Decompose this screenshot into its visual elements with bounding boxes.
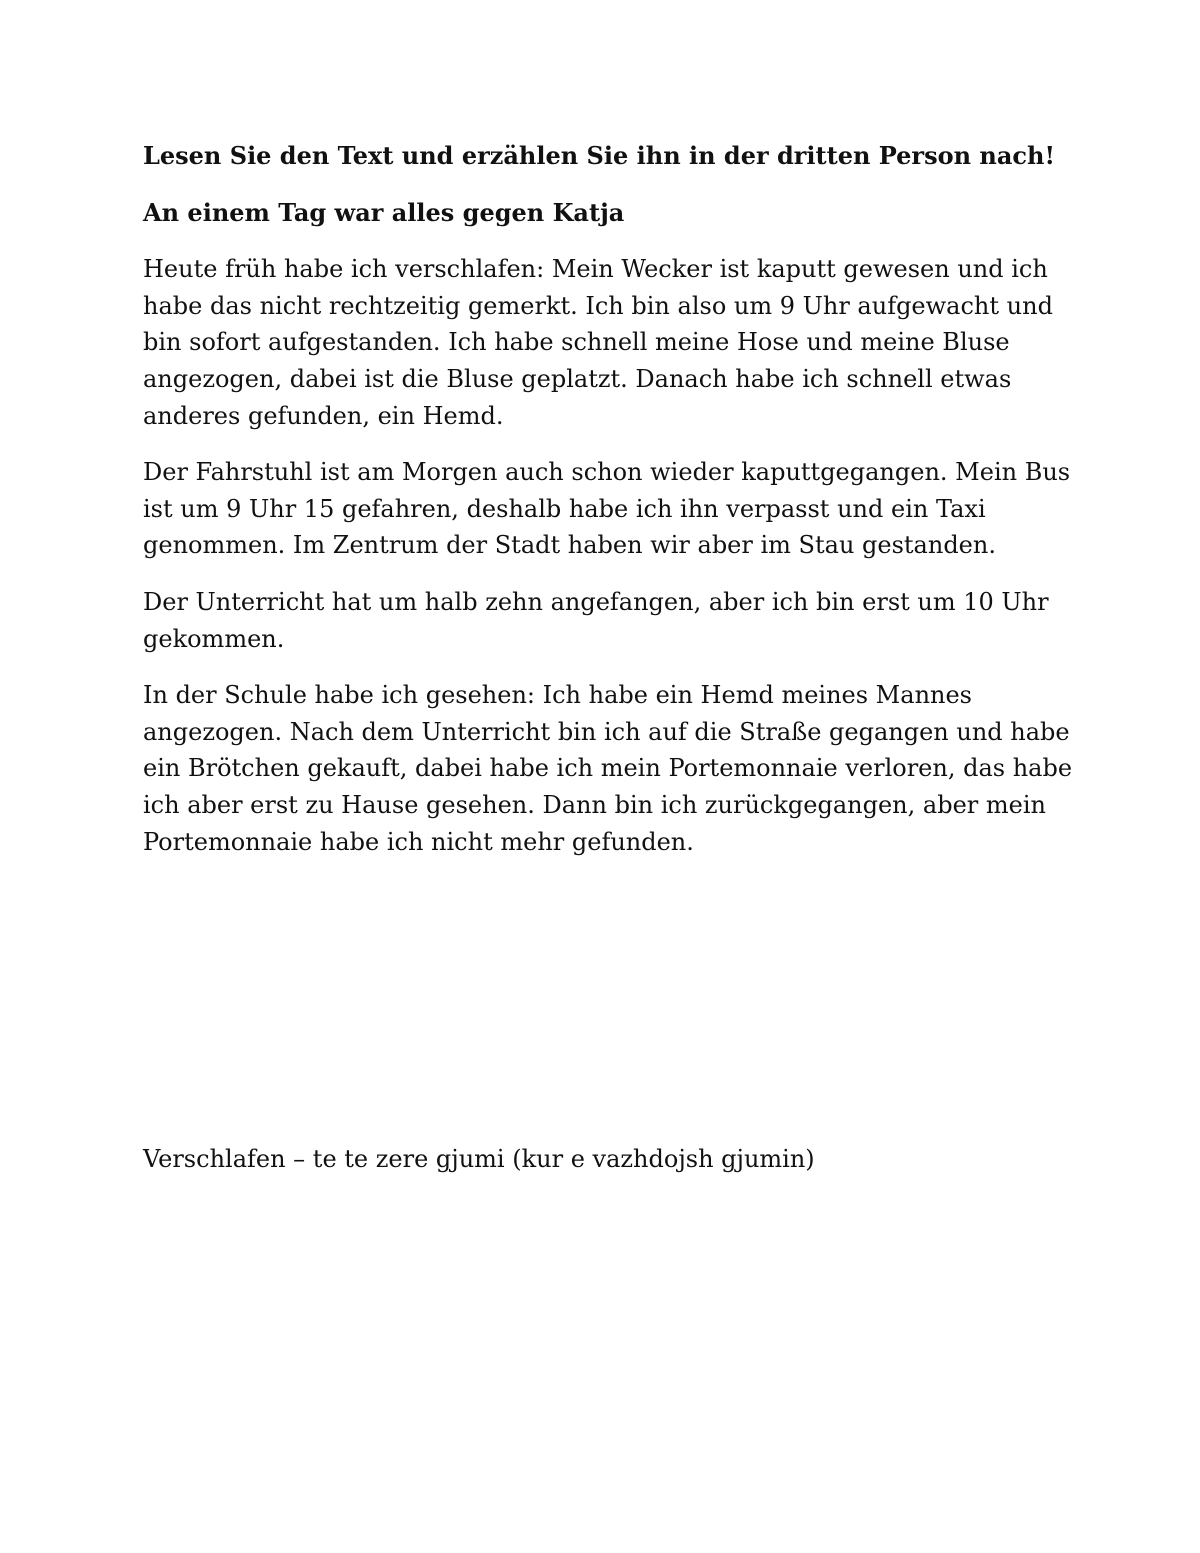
paragraph-3: Der Unterricht hat um halb zehn angefangen, aber ich bin erst um 10 Uhr gekommen. [143, 587, 1049, 653]
paragraph-2: Der Fahrstuhl ist am Morgen auch schon wieder kaputtgegangen. Mein Bus ist um 9 Uhr 15 gefahren, deshalb habe ich ihn verpasst und ein Taxi genommen. Im Zentrum der Stadt haben wir aber im Stau gestanden. [143, 458, 1071, 560]
document-body [143, 138, 1073, 860]
vocabulary-note: Verschlafen – te te zere gjumi (kur e vazhdojsh gjumin) [143, 1145, 815, 1173]
paragraph-1: Heute früh habe ich verschlafen: Mein Wecker ist kaputt gewesen und ich habe das nicht rechtzeitig gemerkt. Ich bin also um 9 Uhr aufgewacht und bin sofort aufgestanden. Ich habe schnell meine Hose und meine Bluse angezogen, dabei ist die Bluse geplatzt. Danach habe ich schnell etwas anderes gefunden, ein Hemd. [143, 255, 1053, 430]
instruction-heading: Lesen Sie den Text und erzählen Sie ihn in der dritten Person nach! [143, 141, 1055, 170]
story-title: An einem Tag war alles gegen Katja [143, 197, 625, 227]
paragraph-4: In der Schule habe ich gesehen: Ich habe ein Hemd meines Mannes angezogen. Nach dem Unterricht bin ich auf die Straße gegangen und habe ein Brötchen gekauft, dabei habe ich mein Portemonnaie verloren, das habe ich aber erst zu Hause gesehen. Dann bin ich zurückgegangen, aber mein Portemonnaie habe ich nicht mehr gefunden. [143, 681, 1073, 856]
